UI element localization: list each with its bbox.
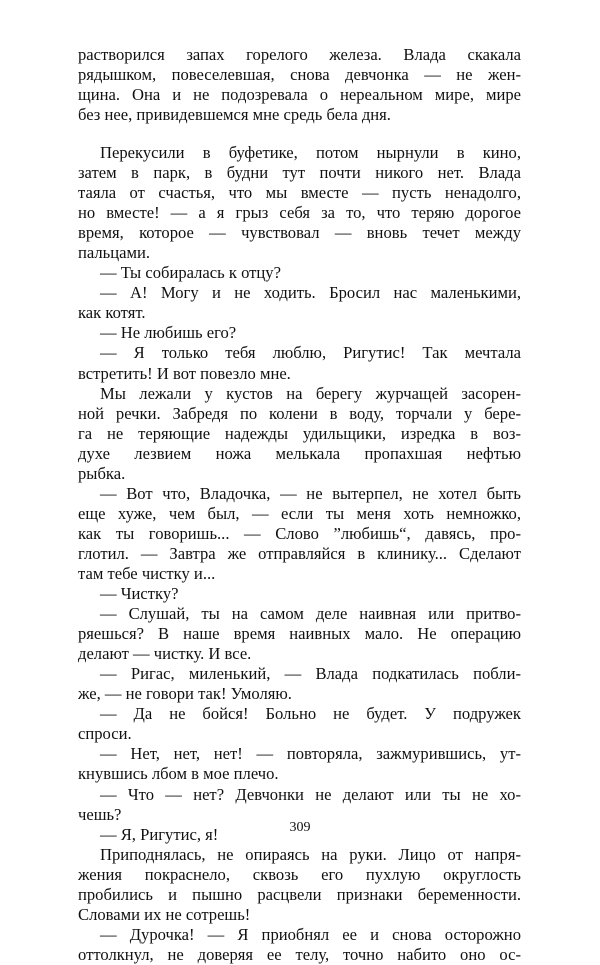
text-line: — Слушай, ты на самом деле наивная или притво- [100, 604, 521, 624]
text-line: — Чистку? [100, 584, 179, 604]
text-line: — Не любишь его? [100, 323, 237, 343]
text-line: таяла от счастья, что мы вместе — пусть ненадолго, [78, 183, 521, 203]
text-line: жения покраснело, сквозь его пухлую округлость [78, 864, 521, 884]
text-line: — Дурочка! — Я приобнял ее и снова осторожно [100, 924, 521, 944]
text-line: растворился запах горелого железа. Влада скакала [78, 45, 521, 64]
text-line: как ты говоришь... — Слово ”любишь“, давясь, про- [78, 523, 521, 543]
text-line: — Нет, нет, нет! — повторяла, зажмурившись, ут- [100, 744, 521, 764]
top-paragraph [78, 45, 521, 125]
text-line: оттолкнул, не доверяя ее телу, точно набито оно ос- [78, 944, 521, 964]
text-line: чешь? [78, 804, 122, 824]
text-line: без нее, привидевшемся мне средь бела дня. [78, 105, 391, 125]
text-line: — Что — нет? Девчонки не делают или ты не хо- [100, 784, 521, 804]
text-line: ряешься? В наше время наивных мало. Не операцию [78, 624, 521, 644]
text-line: щина. Она и не подозревала о нереальном мире, мире [78, 85, 521, 105]
text-line: га не теряющие надежды удильщики, изредка в воз- [78, 423, 521, 443]
page-number: 309 [289, 820, 311, 835]
text-line: — Ты собиралась к отцу? [100, 263, 281, 283]
text-line: там тебе чистку и... [78, 563, 216, 583]
text-line: еще хуже, чем был, — если ты меня хоть немножко, [78, 503, 521, 523]
text-line: спроси. [78, 724, 132, 744]
text-line: — Ригас, миленький, — Влада подкатилась побли- [100, 664, 521, 684]
text-line: Мы лежали у кустов на берегу журчащей засорен- [100, 383, 521, 403]
text-line: — Да не бойся! Больно не будет. У подружек [100, 704, 521, 724]
text-line: — А! Могу и не ходить. Бросил нас маленькими, [100, 283, 521, 303]
text-line: Словами их не сотрешь! [78, 904, 251, 924]
text-line: духе лезвием ножа мелькала пропахшая нефтью [78, 443, 521, 463]
text-line: глотил. — Завтра же отправляйся в клинику... Сделают [78, 543, 521, 563]
main-text [78, 143, 521, 965]
text-line: Перекусили в буфетике, потом нырнули в кино, [100, 143, 521, 162]
text-line: — Я, Ригутис, я! [100, 824, 219, 844]
text-line: рыбка. [78, 463, 126, 483]
text-line: время, которое — чувствовал — вновь течет между [78, 223, 521, 243]
text-line: встретить! И вот повезло мне. [78, 363, 291, 383]
text-line: — Вот что, Владочка, — не вытерпел, не хотел быть [100, 483, 521, 503]
text-line: же, — не говори так! Умоляю. [78, 684, 292, 704]
text-line: пробились и пышно расцвели признаки беременности. [78, 884, 521, 904]
text-line: но вместе! — а я грыз себя за то, что теряю дорогое [78, 203, 521, 223]
text-line: кнувшись лбом в мое плечо. [78, 764, 279, 784]
text-line: затем в парк, в будни тут почти никого нет. Влада [78, 163, 521, 183]
text-line: рядышком, повеселевшая, снова девчонка — не жен- [78, 65, 521, 85]
text-line: — Я только тебя люблю, Ригутис! Так мечтала [100, 343, 521, 363]
text-line: пальцами. [78, 243, 151, 263]
text-line: Приподнялась, не опираясь на руки. Лицо от напря- [100, 844, 521, 864]
text-line: как котят. [78, 303, 146, 323]
text-line: ной речки. Забредя по колени в воду, торчали у бере- [78, 403, 521, 423]
text-line: делают — чистку. И все. [78, 644, 252, 664]
